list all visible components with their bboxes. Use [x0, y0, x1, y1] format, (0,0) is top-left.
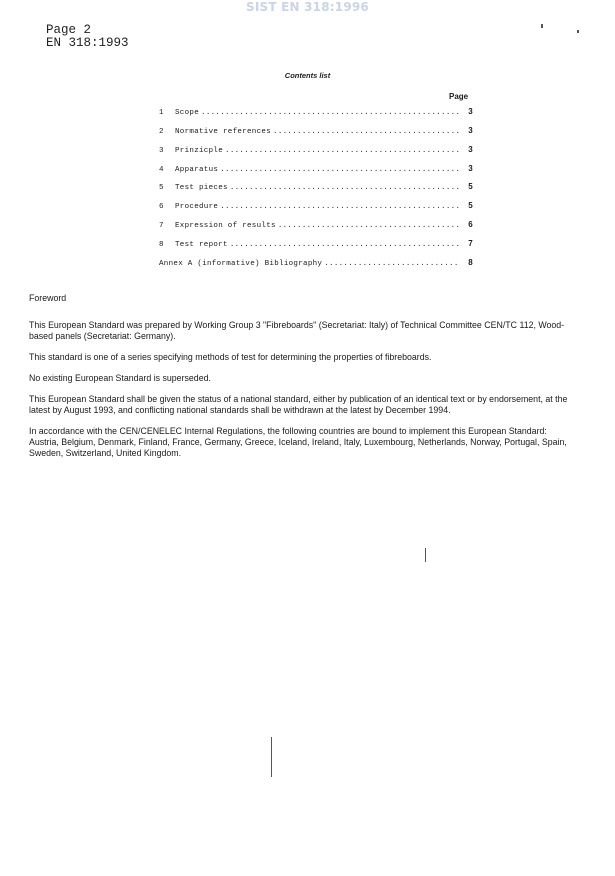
toc-number: 7 — [159, 222, 164, 231]
toc-leader — [228, 184, 459, 192]
toc-title: Annex A (informative) Bibliography — [159, 259, 323, 268]
foreword-heading: Foreword — [29, 293, 67, 303]
foreword-paragraph: This standard is one of a series specifying methods of test for determining the properties of fibreboards. — [29, 352, 432, 362]
toc-title: Expression of results — [175, 222, 276, 231]
watermark: SIST EN 318:1996 — [246, 0, 369, 14]
toc-title: Scope — [175, 109, 200, 117]
toc-leader — [271, 128, 459, 136]
toc-number: 4 — [159, 165, 164, 174]
toc-entry — [155, 220, 473, 239]
contents-title: Contents list — [284, 71, 331, 80]
foreword-section — [29, 293, 574, 469]
toc-entry — [155, 239, 473, 258]
toc-page: 7 — [468, 238, 473, 248]
document-id: EN 318:1993 — [46, 36, 129, 50]
toc-title: Prinzicple — [175, 146, 224, 155]
toc-leader — [218, 166, 459, 174]
toc-page: 5 — [468, 201, 473, 211]
toc-title: Apparatus — [175, 165, 219, 174]
toc-page: 3 — [468, 163, 473, 173]
toc-page: 5 — [468, 182, 473, 192]
foreword-paragraph: This European Standard was prepared by Working Group 3 "Fibreboards" (Secretariat: Italy) of Technical Committee CEN/TC 112, Wood-based panels (Secretariat: Germany). — [29, 320, 565, 341]
toc-entry — [155, 126, 473, 145]
toc-page: 3 — [468, 107, 473, 116]
toc-entry-annex — [155, 258, 473, 277]
toc-number: 5 — [159, 184, 164, 193]
toc-title: Test report — [175, 240, 228, 249]
foreword-paragraph: This European Standard shall be given the status of a national standard, either by publication of an identical text or by endorsement, at the latest by August 1993, and conflicting national standards shall be withdrawn at the latest by December 1994. — [29, 394, 568, 415]
toc-leader — [223, 147, 459, 155]
toc-leader — [228, 241, 459, 249]
toc-page: 6 — [468, 220, 473, 230]
toc-number: 6 — [159, 203, 164, 212]
toc-title: Procedure — [175, 203, 219, 212]
toc-entry — [155, 182, 473, 201]
toc-number: 1 — [159, 109, 164, 117]
page-column-header: Page — [449, 92, 469, 101]
toc-number: 3 — [159, 146, 164, 155]
toc-leader — [322, 260, 459, 268]
toc-title: Test pieces — [175, 184, 228, 193]
foreword-paragraph: No existing European Standard is superseded. — [29, 373, 211, 383]
toc-page: 3 — [468, 144, 473, 154]
toc-title: Normative references — [175, 127, 272, 136]
toc-page: 8 — [468, 257, 473, 267]
table-of-contents — [155, 107, 473, 277]
scan-artifact — [577, 30, 579, 33]
scan-artifact — [271, 737, 272, 777]
toc-entry — [155, 145, 473, 164]
page-header — [46, 24, 129, 50]
scan-artifact — [541, 24, 543, 28]
toc-page: 3 — [468, 125, 473, 135]
page-number: Page 2 — [46, 23, 92, 37]
toc-number: 8 — [159, 240, 164, 249]
toc-leader — [276, 222, 459, 230]
toc-number: 2 — [159, 127, 164, 136]
toc-leader — [218, 203, 459, 211]
toc-entry — [155, 201, 473, 220]
scan-artifact — [425, 548, 426, 562]
toc-entry — [155, 164, 473, 183]
toc-entry — [155, 107, 473, 126]
foreword-paragraph: In accordance with the CEN/CENELEC Internal Regulations, the following countries are bound to implement this European Standard: Austria, Belgium, Denmark, Finland, France, Germany, Greece, Iceland, Ireland, Italy, Luxembourg, Netherlands, Norway, Portugal, Spain, Sweden, Switzerland, United Kingdom. — [29, 426, 567, 458]
toc-leader — [199, 109, 459, 117]
